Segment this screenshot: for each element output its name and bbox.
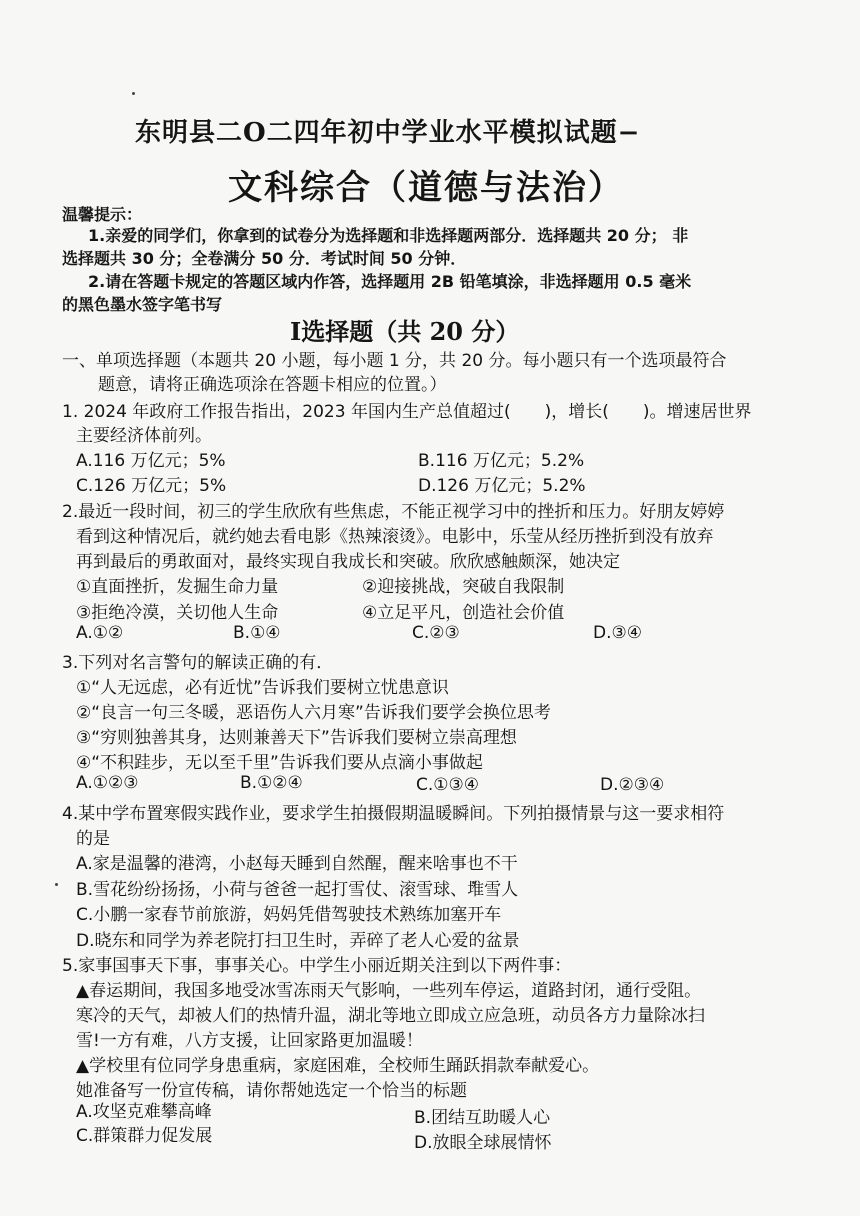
question-2-statement: ③拒绝冷漠，关切他人生命	[76, 603, 279, 623]
question-4-option-d: D.晓东和同学为养老院打扫卫生时，弄碎了老人心爱的盆景	[76, 931, 520, 951]
question-5-stem: 雪!一方有难，八方支援，让回家路更加温暖！	[76, 1031, 423, 1051]
question-3-option-c: C.①③④	[416, 775, 479, 795]
question-5-stem: 她准备写一份宣传稿，请你帮她选定一个恰当的标题	[76, 1081, 467, 1101]
section-instruction: 一、单项选择题（本题共 20 小题，每小题 1 分，共 20 分。每小题只有一个选项最符合	[62, 351, 727, 371]
question-1-option-a: A.116 万亿元；5%	[76, 451, 226, 471]
question-5-stem: 寒冷的天气，却被人们的热情升温，湖北等地立即成立应急班，动员各方力量除冰扫	[76, 1006, 705, 1026]
question-4-option-c: C.小鹏一家春节前旅游，妈妈凭借驾驶技术熟练加塞开车	[76, 905, 502, 925]
question-5-option-d: D.放眼全球展情怀	[414, 1133, 552, 1153]
question-5-option-b: B.团结互助暖人心	[414, 1108, 551, 1128]
question-3-option-b: B.①②④	[240, 773, 303, 793]
question-4-option-b: B.雪花纷纷扬扬，小荷与爸爸一起打雪仗、滚雪球、堆雪人	[76, 880, 519, 900]
exam-title: 东明县二O二四年初中学业水平模拟试题−	[135, 118, 641, 148]
tips-heading: 温馨提示：	[62, 205, 143, 224]
question-5-stem: 5.家事国事天下事，事事关心。中学生小丽近期关注到以下两件事：	[62, 956, 572, 976]
question-2-option-c: C.②③	[412, 623, 460, 643]
section-title: Ⅰ选择题（共 20 分）	[290, 317, 520, 346]
exam-subject: 文科综合（道德与法治）	[228, 168, 624, 208]
question-2-statement: ②迎接挑战，突破自我限制	[362, 577, 565, 597]
question-1-stem: 主要经济体前列。	[76, 426, 212, 446]
section-instruction: 题意，请将正确选项涂在答题卡相应的位置。）	[98, 375, 447, 395]
question-3-statement: ④“不积跬步，无以至千里”告诉我们要从点滴小事做起	[76, 753, 483, 773]
question-5-option-a: A.攻坚克难攀高峰	[76, 1102, 212, 1122]
question-1-option-d: D.126 万亿元；5.2%	[418, 476, 586, 496]
question-4-stem: 4.某中学布置寒假实践作业，要求学生拍摄假期温暖瞬间。下列拍摄情景与这一要求相符	[62, 804, 725, 824]
question-2-stem: 再到最后的勇敢面对，最终实现自我成长和突破。欣欣感触颇深，她决定	[76, 552, 620, 572]
question-3-option-a: A.①②③	[76, 773, 139, 793]
question-5-stem: ▲学校里有位同学身患重病，家庭困难，全校师生踊跃捐款奉献爱心。	[76, 1056, 600, 1076]
question-1-option-b: B.116 万亿元；5.2%	[418, 451, 585, 471]
question-5-option-c: C.群策群力促发展	[76, 1126, 213, 1146]
question-2-stem: 看到这种情况后，就约她去看电影《热辣滚烫》。电影中，乐莹从经历挫折到没有放弃	[76, 527, 714, 547]
tip-line: 选择题共 30 分；全卷满分 50 分．考试时间 50 分钟．	[62, 249, 467, 268]
question-2-option-b: B.①④	[233, 623, 281, 643]
question-4-option-a: A.家是温馨的港湾，小赵每天睡到自然醒，醒来啥事也不干	[76, 854, 518, 874]
tip-line: 2.请在答题卡规定的答题区域内作答，选择题用 2B 铅笔填涂，非选择题用 0.5 毫米	[88, 272, 692, 291]
question-2-option-d: D.③④	[593, 623, 642, 643]
tip-line: 1.亲爱的同学们，你拿到的试卷分为选择题和非选择题两部分．选择题共 20 分； 非	[88, 226, 689, 245]
question-2-statement: ④立足平凡，创造社会价值	[362, 603, 565, 623]
question-3-stem: 3.下列对名言警句的解读正确的有．	[62, 653, 334, 673]
question-3-statement: ③“穷则独善其身，达则兼善天下”告诉我们要树立崇高理想	[76, 728, 517, 748]
question-2-stem: 2.最近一段时间，初三的学生欣欣有些焦虑，不能正视学习中的挫折和压力。好朋友婷婷	[62, 502, 725, 522]
question-4-stem: 的是	[76, 829, 110, 849]
scan-speck	[55, 883, 58, 886]
question-1-stem: 1. 2024 年政府工作报告指出，2023 年国内生产总值超过( )，增长( )。增速居世界	[62, 402, 752, 422]
question-5-stem: ▲春运期间，我国多地受冰雪冻雨天气影响，一些列车停运，道路封闭，通行受阻。	[76, 981, 702, 1001]
question-2-statement: ①直面挫折，发掘生命力量	[76, 577, 279, 597]
question-2-option-a: A.①②	[76, 623, 124, 643]
question-1-option-c: C.126 万亿元；5%	[76, 476, 227, 496]
scan-speck	[132, 92, 135, 95]
question-3-statement: ①“人无远虑，必有近忧”告诉我们要树立忧患意识	[76, 678, 449, 698]
tip-line: 的黑色墨水签字笔书写	[62, 295, 223, 314]
question-3-statement: ②“良言一句三冬暖，恶语伤人六月寒”告诉我们要学会换位思考	[76, 703, 551, 723]
question-3-option-d: D.②③④	[600, 775, 665, 795]
